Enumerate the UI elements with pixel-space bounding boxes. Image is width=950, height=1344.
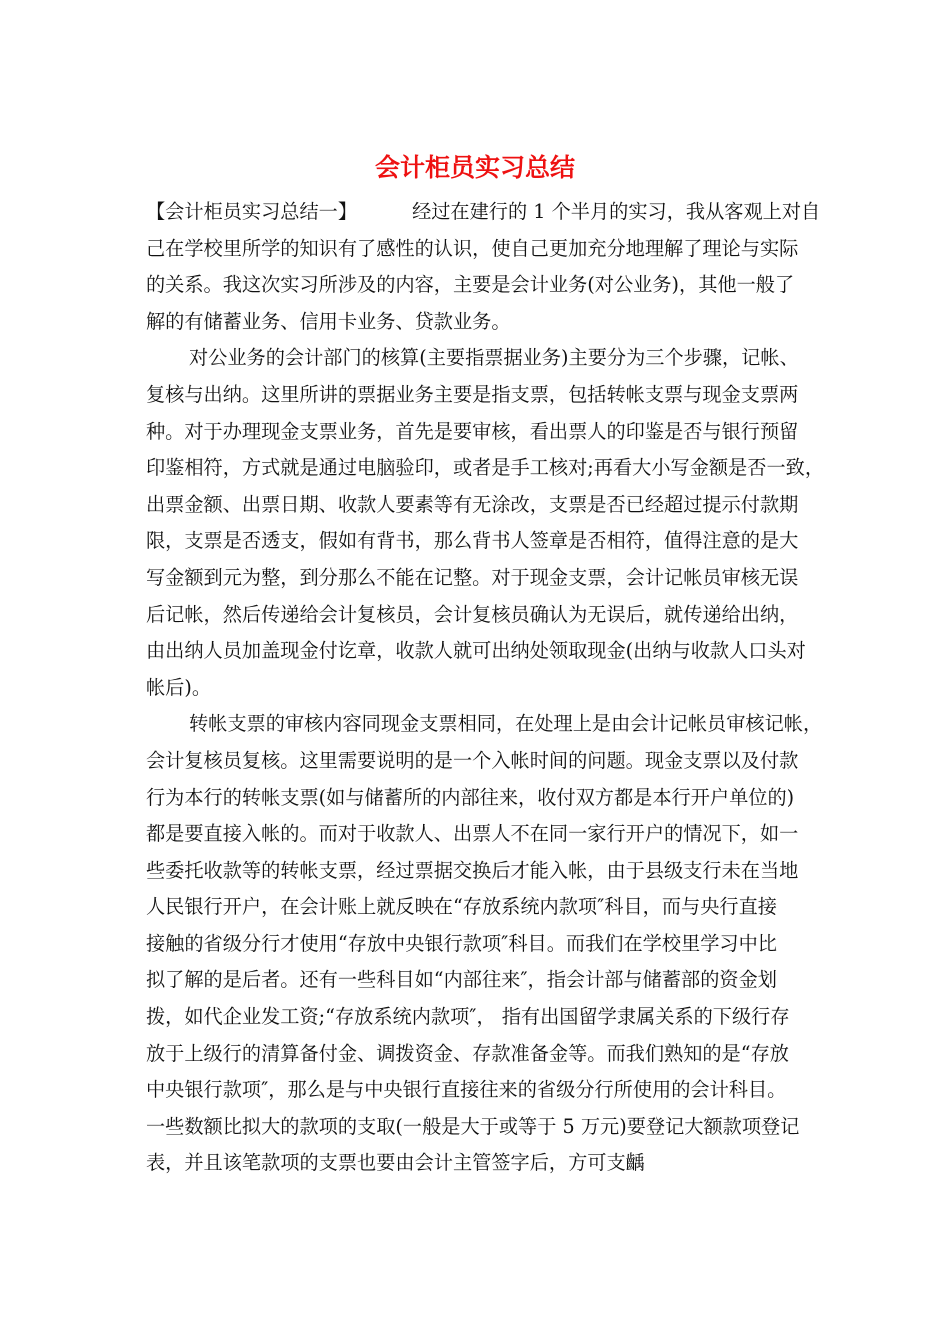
section-heading: 【会计柜员实习总结一】 bbox=[146, 200, 358, 223]
text-line: 帐后)。 bbox=[146, 675, 212, 699]
text-line: 些委托收款等的转帐支票，经过票据交换后才能入帐，由于县级支行未在当地 bbox=[146, 858, 799, 882]
text-line: 一些数额比拟大的款项的支取(一般是大于或等于 5 万元)要登记大额款项登记 bbox=[146, 1114, 800, 1138]
text-line: 解的有储蓄业务、信用卡业务、贷款业务。 bbox=[146, 309, 511, 333]
paragraph-first-line: 转帐支票的审核内容同现金支票相同，在处理上是由会计记帐员审核记帐， bbox=[189, 712, 823, 736]
text-line: 放于上级行的清算备付金、调拨资金、存款准备金等。而我们熟知的是“存放 bbox=[146, 1041, 789, 1065]
text-line: 写金额到元为整，到分那么不能在记整。对于现金支票，会计记帐员审核无误 bbox=[146, 565, 799, 589]
text-line: 印鉴相符，方式就是通过电脑验印，或者是手工核对;再看大小写金额是否一致， bbox=[146, 456, 825, 480]
text-line: 行为本行的转帐支票(如与储蓄所的内部往来，收付双方都是本行开户单位的) bbox=[146, 785, 795, 809]
text-line-content: 经过在建行的 1 个半月的实习，我从客观上对自 bbox=[412, 200, 821, 223]
text-line: 会计复核员复核。这里需要说明的是一个入帐时间的问题。现金支票以及付款 bbox=[146, 748, 799, 772]
text-line: 人民银行开户，在会计账上就反映在“存放系统内款项″科目，而与央行直接 bbox=[146, 895, 777, 919]
paragraph-first-line: 对公业务的会计部门的核算(主要指票据业务)主要分为三个步骤，记帐、 bbox=[189, 346, 799, 370]
text-line: 己在学校里所学的知识有了感性的认识，使自己更加充分地理解了理论与实际 bbox=[146, 236, 799, 260]
text-line: 种。对于办理现金支票业务，首先是要审核，看出票人的印鉴是否与银行预留 bbox=[146, 419, 799, 443]
text-line: 限，支票是否透支，假如有背书，那么背书人签章是否相符，值得注意的是大 bbox=[146, 529, 799, 553]
text-line: 出票金额、出票日期、收款人要素等有无涂改，支票是否已经超过提示付款期 bbox=[146, 492, 799, 516]
text-line: 都是要直接入帐的。而对于收款人、出票人不在同一家行开户的情况下，如一 bbox=[146, 822, 799, 846]
text-line: 复核与出纳。这里所讲的票据业务主要是指支票，包括转帐支票与现金支票两 bbox=[146, 382, 799, 406]
document-body bbox=[146, 194, 825, 1182]
text-line: 的关系。我这次实习所涉及的内容，主要是会计业务(对公业务)，其他一般了 bbox=[146, 273, 795, 297]
text-line: 由出纳人员加盖现金付讫章，收款人就可出纳处领取现金(出纳与收款人口头对 bbox=[146, 639, 806, 663]
text-line: 表，并且该笔款项的支票也要由会计主管签字后，方可支齲 bbox=[146, 1151, 645, 1175]
document-title: 会计柜员实习总结 bbox=[374, 153, 575, 182]
text-line: 拟了解的是后者。还有一些科目如“内部往来″，指会计部与储蓄部的资金划 bbox=[146, 968, 777, 992]
text-line: 拨，如代企业发工资;“存放系统内款项″， 指有出国留学隶属关系的下级行存 bbox=[146, 1005, 790, 1029]
text-line bbox=[146, 194, 821, 231]
text-line: 中央银行款项″，那么是与中央银行直接往来的省级分行所使用的会计科目。 bbox=[146, 1078, 787, 1102]
text-line: 后记帐，然后传递给会计复核员，会计复核员确认为无误后，就传递给出纳， bbox=[146, 602, 799, 626]
text-line: 接触的省级分行才使用“存放中央银行款项″科目。而我们在学校里学习中比 bbox=[146, 931, 777, 955]
